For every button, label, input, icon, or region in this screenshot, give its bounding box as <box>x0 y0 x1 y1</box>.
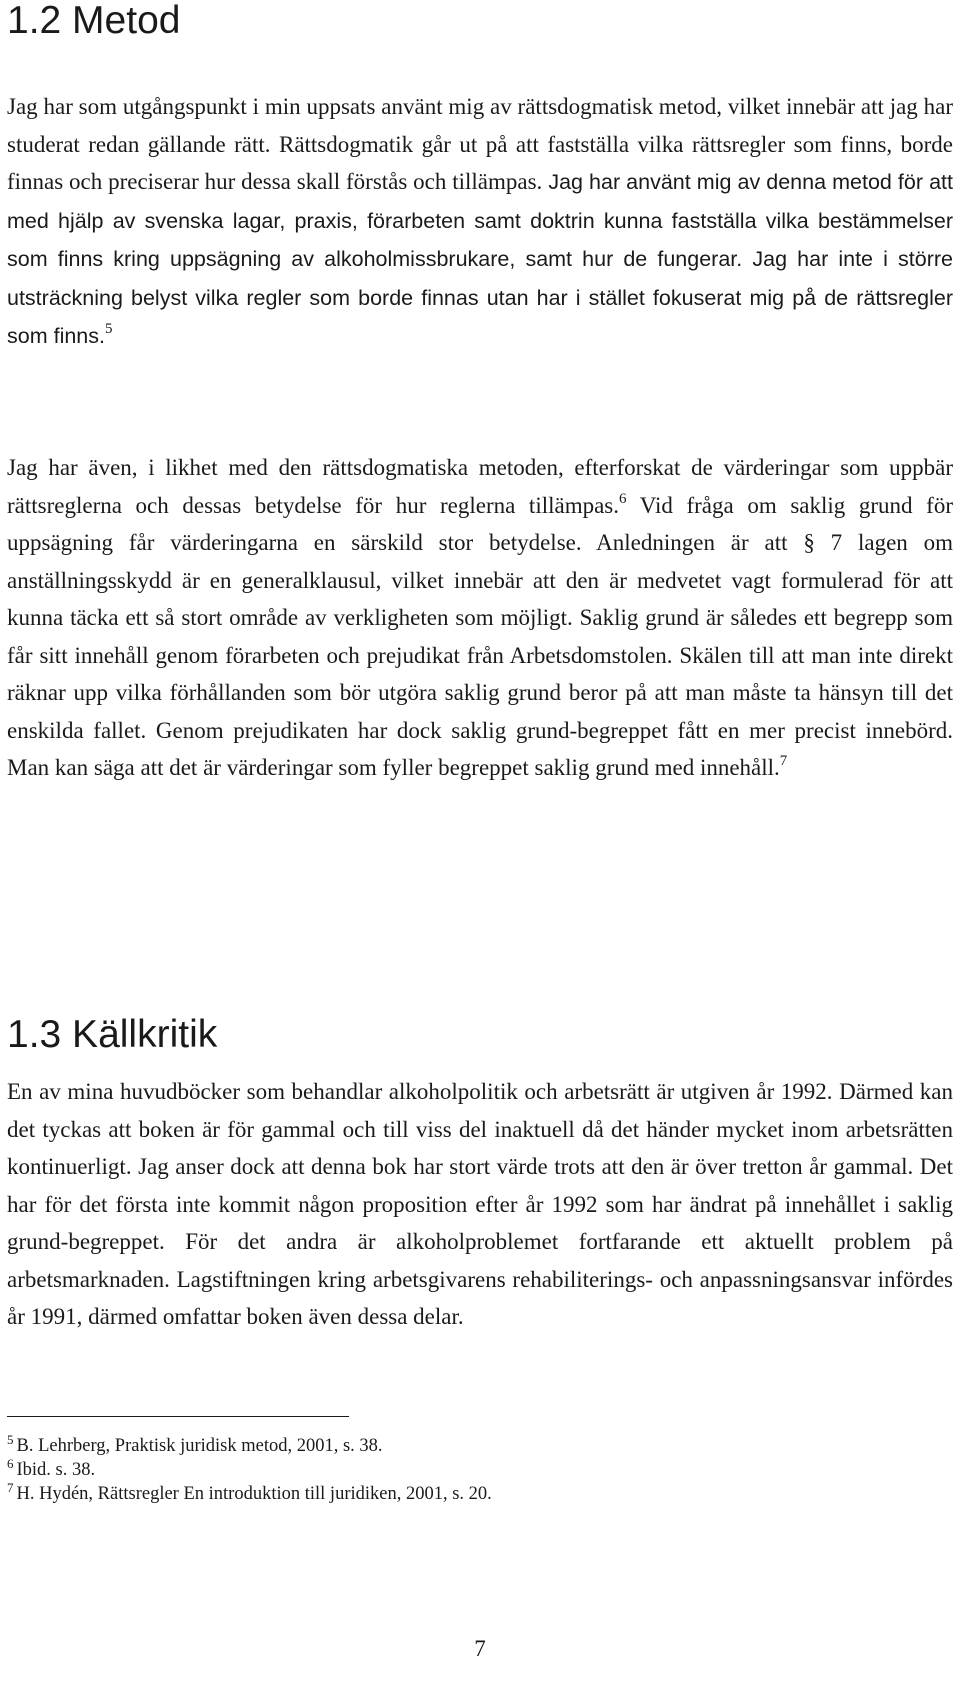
paragraph-text: Jag har även, i likhet med den rättsdogmatiska metoden, efterforskat de värderingar som uppbär rättsreglerna och dessas betydelse för hur reglerna tillämpas. <box>7 455 953 518</box>
footnote-item <box>7 1482 492 1506</box>
paragraph-text-sans: Jag har använt mig av denna metod för att med hjälp av svenska lagar, praxis, förarbeten samt doktrin kunna fastställa vilka bestämmelser som finns kring uppsägning av alkoholmissbrukare, samt hur de fungerar. Jag har inte i större utsträckning belyst vilka regler som borde finnas utan har i stället fokuserat mig på de rättsregler som finns. <box>7 170 953 348</box>
footnote-ref-6[interactable]: 6 <box>619 490 627 507</box>
footnote-list <box>7 1434 492 1506</box>
page-number: 7 <box>474 1636 486 1661</box>
footnote-divider <box>7 1416 349 1417</box>
footnote-item <box>7 1458 492 1482</box>
section-heading-metod: 1.2 Metod <box>7 0 181 42</box>
section-heading-kallkritik: 1.3 Källkritik <box>7 1013 218 1056</box>
footnote-text: B. Lehrberg, Praktisk juridisk metod, 2001, s. 38. <box>16 1436 383 1456</box>
footnote-text: H. Hydén, Rättsregler En introduktion till juridiken, 2001, s. 20. <box>16 1484 492 1504</box>
footnote-number: 6 <box>7 1456 14 1471</box>
footnote-ref-7[interactable]: 7 <box>779 753 788 769</box>
footnote-number: 5 <box>7 1432 14 1447</box>
paragraph-metod-2 <box>7 449 953 787</box>
paragraph-kallkritik: En av mina huvudböcker som behandlar alkoholpolitik och arbetsrätt är utgiven år 1992. Därmed kan det tyckas att boken är för gammal och till viss del inaktuell då det händer mycket inom arbetsrätten kontinuerligt. Jag anser dock att denna bok har stort värde trots att den är över tretton år gammal. Det har för det första inte kommit någon proposition efter år 1992 som har ändrat på innehållet i saklig grund-begreppet. För det andra är alkoholproblemet fortfarande ett aktuellt problem på arbetsmarknaden. Lagstiftningen kring arbetsgivarens rehabiliterings- och anpassningsansvar infördes år 1991, därmed omfattar boken även dessa delar. <box>7 1079 953 1329</box>
footnote-ref-5[interactable]: 5 <box>104 321 113 337</box>
paragraph-metod-1 <box>7 88 953 356</box>
paragraph-text: Jag har som utgångspunkt i min uppsats använt mig av rättsdogmatisk metod, vilket innebär att jag har studerat redan gällande rätt. Rättsdogmatik går ut på att fastställa vilka rättsregler som finns, borde finnas och preciserar hur dessa skall förstås och tillämpas. <box>7 94 953 194</box>
footnote-item <box>7 1434 492 1458</box>
paragraph-text: Vid fråga om saklig grund för uppsägning får värderingarna en särskild stor betydelse. Anledningen är att § 7 lagen om anställningsskydd är en generalklausul, vilket innebär att den är medvetet vagt formulerad för att kunna täcka ett så stort område av verkligheten som möjligt. Saklig grund är således ett begrepp som får sitt innehåll genom förarbeten och prejudikat från Arbetsdomstolen. Skälen till att man inte direkt räknar upp vilka förhållanden som bör utgöra saklig grund beror på att man måste ta hänsyn till det enskilda fallet. Genom prejudikaten har dock saklig grund-begreppet fått en mer precist innebörd. Man kan säga att det är värderingar som fyller begreppet saklig grund med innehåll. <box>7 492 953 780</box>
footnote-text: Ibid. s. 38. <box>16 1460 96 1480</box>
footnote-number: 7 <box>7 1480 14 1495</box>
